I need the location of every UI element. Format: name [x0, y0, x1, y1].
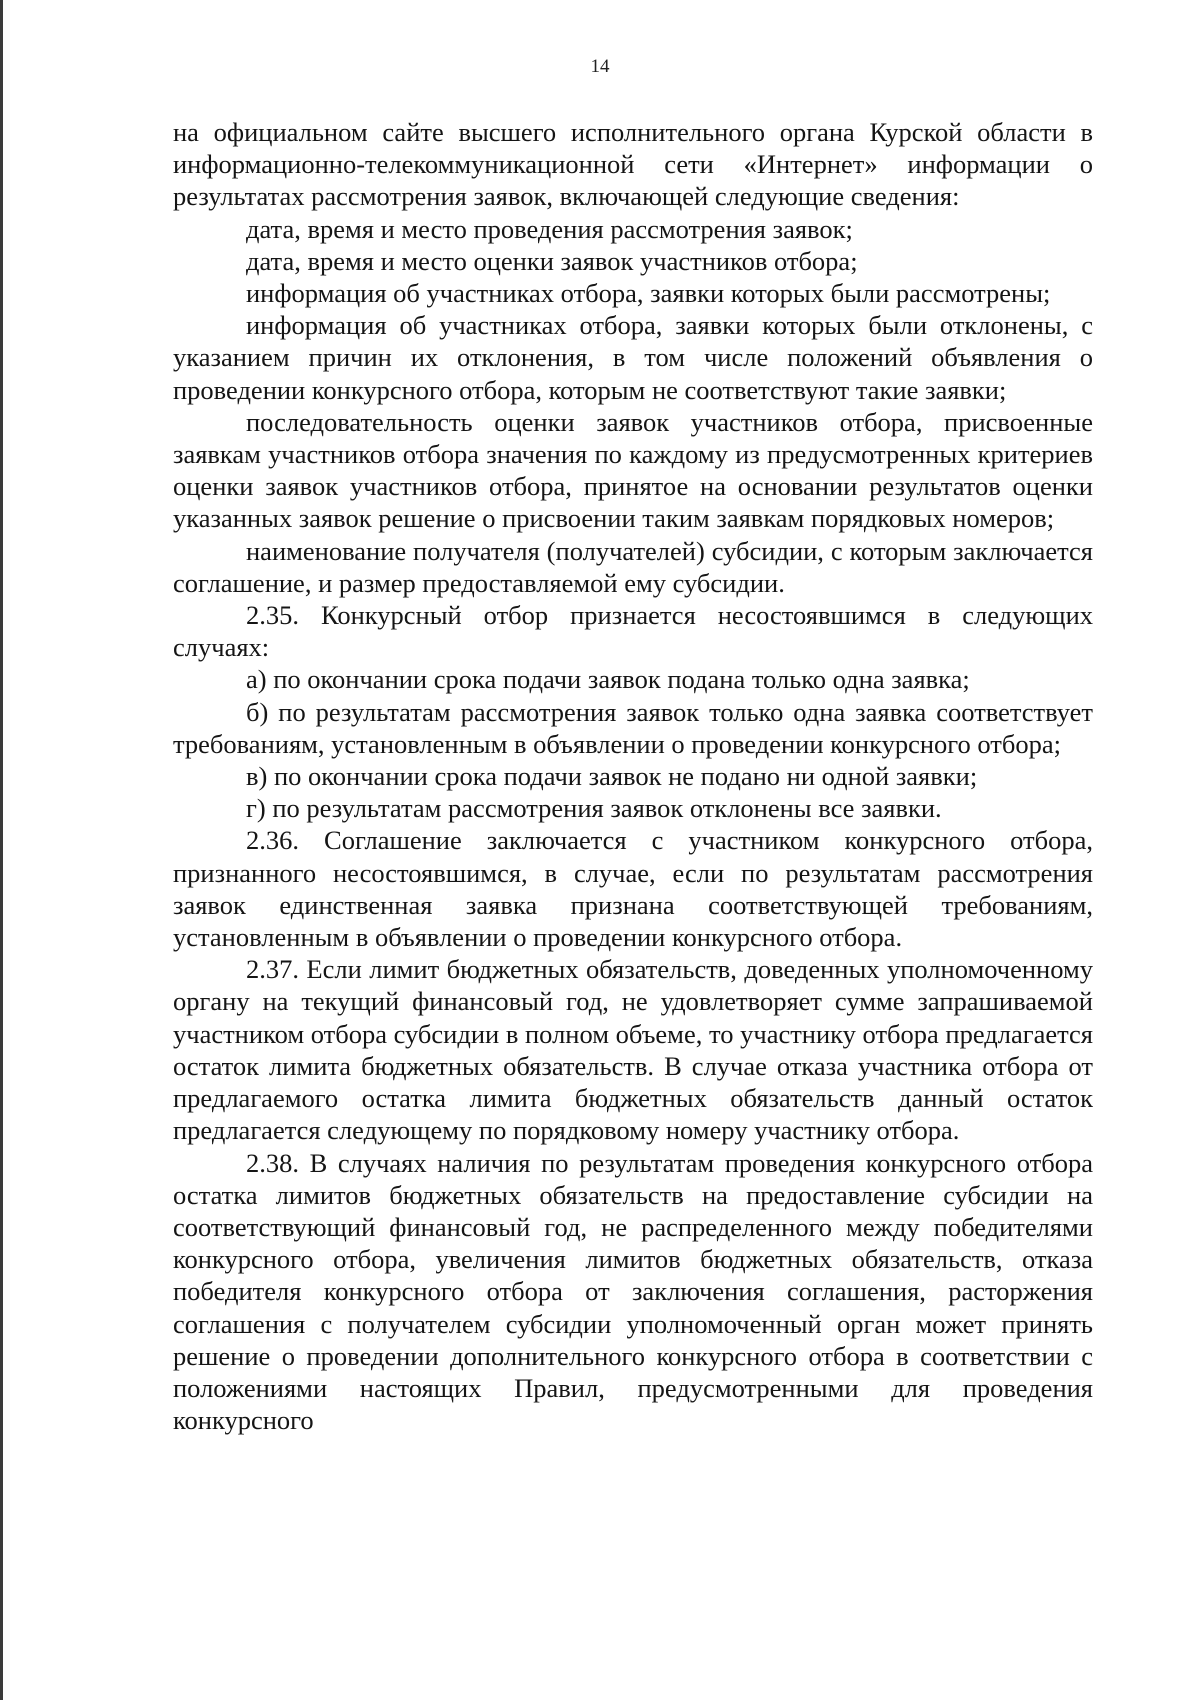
paragraph-evaluation-sequence: последовательность оценки заявок участников отбора, присвоенные заявкам участников отбора значения по каждому из предусмотренных критериев оценки заявок участников отбора, принятое на основании результатов оценки указанных заявок решение о присвоении таким заявкам порядковых номеров; [173, 406, 1093, 534]
paragraph-2-38: 2.38. В случаях наличия по результатам проведения конкурсного отбора остатка лимитов бюджетных обязательств на предоставление субсидии на соответствующий финансовый год, не распределенного между победителями конкурсного отбора, увеличения лимитов бюджетных обязательств, отказа победителя конкурсного отбора от заключения соглашения, расторжения соглашения с получателем субсидии уполномоченный орган может принять решение о проведении дополнительного конкурсного отбора в соответствии с положениями настоящих Правил, предусмотренными для проведения конкурсного [173, 1147, 1093, 1436]
paragraph-publication-intro: на официальном сайте высшего исполнительного органа Курской области в информационно-телекоммуникационной сети «Интернет» информации о результатах рассмотрения заявок, включающей следующие сведения: [173, 117, 1093, 212]
paragraph-2-36: 2.36. Соглашение заключается с участником конкурсного отбора, признанного несостоявшимся, в случае, если по результатам рассмотрения заявок единственная заявка признана соответствующей требованиям, установленным в объявлении о проведении конкурсного отбора. [173, 825, 1093, 953]
paragraph-review-date: дата, время и место проведения рассмотрения заявок; [246, 213, 853, 244]
scan-edge-line [0, 0, 3, 1700]
paragraph-evaluation-date: дата, время и место оценки заявок участников отбора; [246, 245, 858, 276]
paragraph-recipient-name: наименование получателя (получателей) субсидии, с которым заключается соглашение, и размер предоставляемой ему субсидии. [173, 535, 1093, 598]
paragraph-2-37: 2.37. Если лимит бюджетных обязательств, доведенных уполномоченному органу на текущий финансовый год, не удовлетворяет сумме запрашиваемой участником отбора субсидии в полном объеме, то участнику отбора предлагается остаток лимита бюджетных обязательств. В случае отказа участника отбора от предлагаемого остатка лимита бюджетных обязательств данный остаток предлагается следующему по порядковому номеру участнику отбора. [173, 954, 1093, 1146]
paragraph-2-35: 2.35. Конкурсный отбор признается несостоявшимся в следующих случаях: [173, 600, 1093, 663]
paragraph-2-35-g: г) по результатам рассмотрения заявок отклонены все заявки. [246, 793, 942, 824]
paragraph-2-35-b: б) по результатам рассмотрения заявок только одна заявка соответствует требованиям, установленным в объявлении о проведении конкурсного отбора; [173, 696, 1093, 759]
paragraph-2-35-v: в) по окончании срока подачи заявок не подано ни одной заявки; [246, 761, 978, 792]
page-number: 14 [590, 56, 610, 77]
document-body [173, 116, 1093, 1436]
paragraph-reviewed-participants: информация об участниках отбора, заявки которых были рассмотрены; [246, 278, 1051, 309]
paragraph-2-35-a: а) по окончании срока подачи заявок подана только одна заявка; [246, 664, 970, 695]
paragraph-rejected-participants: информация об участниках отбора, заявки которых были отклонены, с указанием причин их отклонения, в том числе положений объявления о проведении конкурсного отбора, которым не соответствуют такие заявки; [173, 310, 1093, 405]
